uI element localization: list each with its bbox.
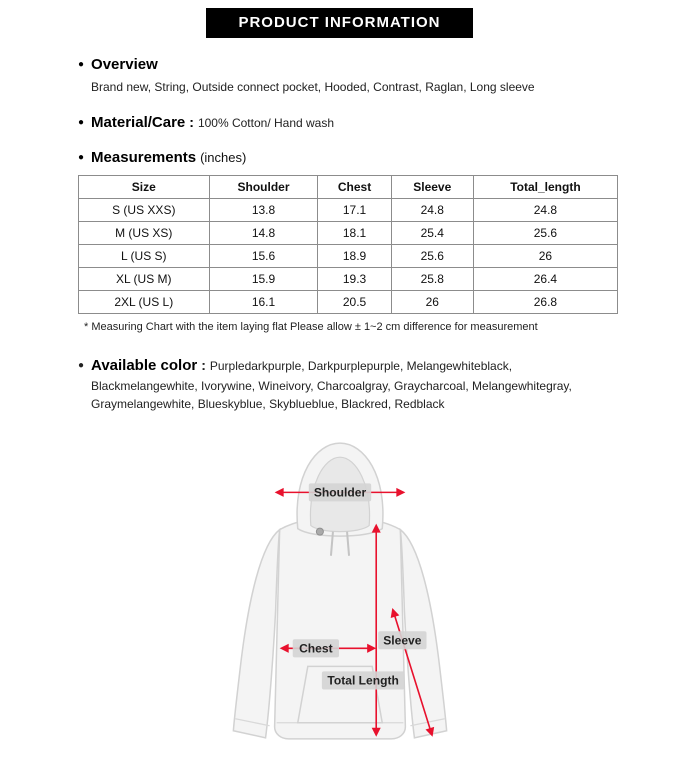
chest-label xyxy=(292,640,338,658)
table-row xyxy=(79,198,618,221)
measurements-table xyxy=(78,175,618,314)
cell-sleeve: 25.8 xyxy=(391,267,473,290)
size-diagram-area xyxy=(0,427,679,774)
table-row xyxy=(79,290,618,313)
bullet-icon: ● xyxy=(78,359,85,371)
column-header-size: Size xyxy=(79,175,210,198)
available-colors-section xyxy=(78,355,621,414)
cell-shoulder: 14.8 xyxy=(209,221,318,244)
cell-chest: 19.3 xyxy=(318,267,391,290)
table-row xyxy=(79,221,618,244)
shoulder-arrowhead-right xyxy=(396,488,405,497)
cell-total-length: 26.4 xyxy=(473,267,617,290)
overview-heading: Overview xyxy=(91,56,158,73)
cell-size: M (US XS) xyxy=(79,221,210,244)
cell-shoulder: 15.9 xyxy=(209,267,318,290)
cell-total-length: 25.6 xyxy=(473,221,617,244)
cell-shoulder: 13.8 xyxy=(209,198,318,221)
shoulder-label xyxy=(308,484,370,502)
hoodie-left-sleeve xyxy=(233,530,279,738)
cell-chest: 17.1 xyxy=(318,198,391,221)
available-colors-value: Purpledarkpurple, Darkpurplepurple, Melangewhiteblack, Blackmelangewhite, Ivorywine, Wineivory, Charcoalgray, Graycharcoal, Melangewhitegray, Graymelangewhite, Blueskyblue, Skyblueblue, Blackred, Redblack xyxy=(91,358,572,412)
cell-chest: 18.9 xyxy=(318,244,391,267)
available-colors-separator: : xyxy=(201,356,206,373)
bullet-icon: ● xyxy=(78,59,85,70)
total-length-label-text: Total Length xyxy=(326,673,399,688)
table-row xyxy=(79,244,618,267)
page-title-wrap xyxy=(0,0,679,38)
bullet-icon: ● xyxy=(78,151,85,163)
cell-sleeve: 26 xyxy=(391,290,473,313)
table-row xyxy=(79,267,618,290)
chest-label-text: Chest xyxy=(298,641,333,656)
cell-shoulder: 15.6 xyxy=(209,244,318,267)
material-heading: Material/Care xyxy=(91,113,186,131)
cell-size: S (US XXS) xyxy=(79,198,210,221)
page-content xyxy=(0,56,679,413)
available-colors-heading: Available color xyxy=(91,356,198,374)
cell-total-length: 24.8 xyxy=(473,198,617,221)
material-value: 100% Cotton/ Hand wash xyxy=(197,115,335,130)
total-length-label xyxy=(321,672,403,690)
sleeve-label-text: Sleeve xyxy=(382,633,421,648)
overview-heading-line xyxy=(78,56,621,73)
material-separator: : xyxy=(189,113,194,130)
material-heading-line xyxy=(78,114,621,131)
column-header-shoulder: Shoulder xyxy=(209,175,318,198)
measuring-note: * Measuring Chart with the item laying flat Please allow ± 1~2 cm difference for measurement xyxy=(84,320,538,333)
cell-total-length: 26.8 xyxy=(473,290,617,313)
hood-toggle xyxy=(316,528,323,535)
column-header-sleeve: Sleeve xyxy=(391,175,473,198)
measurements-unit: (inches) xyxy=(200,149,247,165)
cell-size: XL (US M) xyxy=(79,267,210,290)
column-header-total-length: Total_length xyxy=(473,175,617,198)
material-care-section xyxy=(78,114,621,131)
sleeve-label xyxy=(378,631,426,649)
cell-chest: 20.5 xyxy=(318,290,391,313)
shoulder-label-text: Shoulder xyxy=(313,485,366,500)
cell-sleeve: 25.6 xyxy=(391,244,473,267)
overview-text: Brand new, String, Outside connect pocket, Hooded, Contrast, Raglan, Long sleeve xyxy=(91,80,535,94)
cell-shoulder: 16.1 xyxy=(209,290,318,313)
cell-chest: 18.1 xyxy=(318,221,391,244)
column-header-chest: Chest xyxy=(318,175,391,198)
overview-section xyxy=(78,56,621,96)
cell-sleeve: 24.8 xyxy=(391,198,473,221)
available-colors-line xyxy=(78,355,621,414)
hoodie-size-diagram xyxy=(169,427,511,769)
table-header-row xyxy=(79,175,618,198)
measurements-heading-line xyxy=(78,149,621,166)
cell-size: 2XL (US L) xyxy=(79,290,210,313)
shoulder-arrowhead-left xyxy=(274,488,283,497)
cell-size: L (US S) xyxy=(79,244,210,267)
cell-total-length: 26 xyxy=(473,244,617,267)
measurements-section xyxy=(78,149,621,333)
page-title: PRODUCT INFORMATION xyxy=(206,8,472,38)
cell-sleeve: 25.4 xyxy=(391,221,473,244)
measurements-heading: Measurements xyxy=(91,148,197,166)
bullet-icon: ● xyxy=(78,116,85,128)
